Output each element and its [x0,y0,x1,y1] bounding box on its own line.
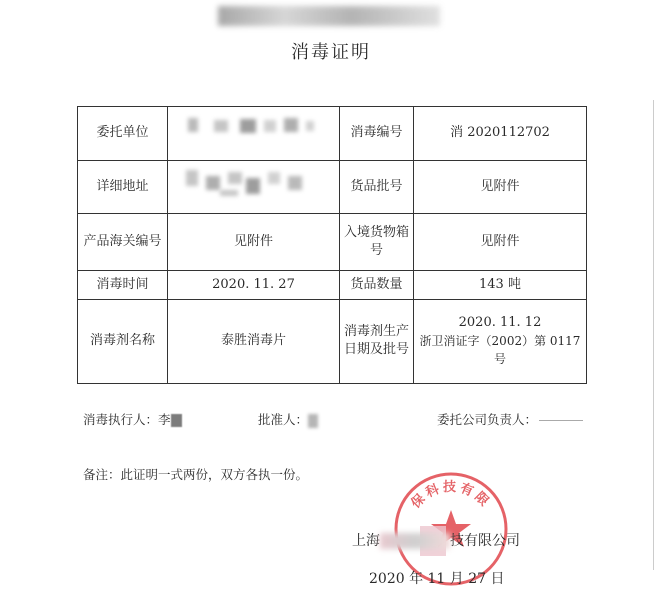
label-disinfection-number: 消毒编号 [340,107,414,161]
client-signature [437,410,583,428]
company-suffix: 技有限公司 [450,533,520,549]
table-row [78,270,587,299]
batch-number: 见附件 [414,160,587,214]
label-quantity: 货品数量 [340,270,414,299]
executor-name: 李 [158,412,171,427]
disinfection-number: 消 2020112702 [414,107,587,161]
certificate-table [77,106,587,384]
customs-code: 见附件 [168,214,340,271]
redacted-client-signature [539,420,583,421]
redacted-executor [171,414,182,427]
permit-number: 浙卫消证字（2002）第 0117 号 [419,334,581,367]
production-date-batch [414,299,587,383]
remark-note: 备注：此证明一式两份，双方各执一份。 [83,467,309,482]
page-edge-line [653,100,654,570]
container-number: 见附件 [414,214,587,271]
production-date: 2020. 11. 12 [458,315,542,331]
redacted-client-unit [168,107,340,161]
label-production-date-batch: 消毒剂生产日期及批号 [340,299,414,383]
table-row [78,299,587,383]
redacted-approver [308,414,318,428]
label-disinfectant-name: 消毒剂名称 [78,299,168,383]
table-row [78,214,587,271]
issue-date: 2020 年 11 月 27 日 [369,571,505,587]
label-address: 详细地址 [78,160,168,214]
redacted-header [218,6,440,26]
redacted-company [380,533,450,549]
document-title: 消毒证明 [291,42,371,63]
table-row [78,107,587,161]
executor-signature [83,410,182,428]
approver-label: 批准人： [258,412,309,427]
label-batch-number: 货品批号 [340,160,414,214]
table-row [78,160,587,214]
quantity: 143 吨 [414,270,587,299]
executor-label: 消毒执行人： [83,412,159,427]
label-disinfection-time: 消毒时间 [78,270,168,299]
label-client-unit: 委托单位 [78,107,168,161]
company-prefix: 上海 [352,533,380,549]
label-container-number: 入境货物箱号 [340,214,414,271]
disinfection-time: 2020. 11. 27 [168,270,340,299]
company-name [352,530,520,550]
label-customs-code: 产品海关编号 [78,214,168,271]
seal-text: 保科技有限 [408,480,494,512]
redacted-address [168,160,340,214]
approver-signature [258,410,318,428]
client-label: 委托公司负责人： [437,412,538,427]
disinfectant-name: 泰胜消毒片 [168,299,340,383]
